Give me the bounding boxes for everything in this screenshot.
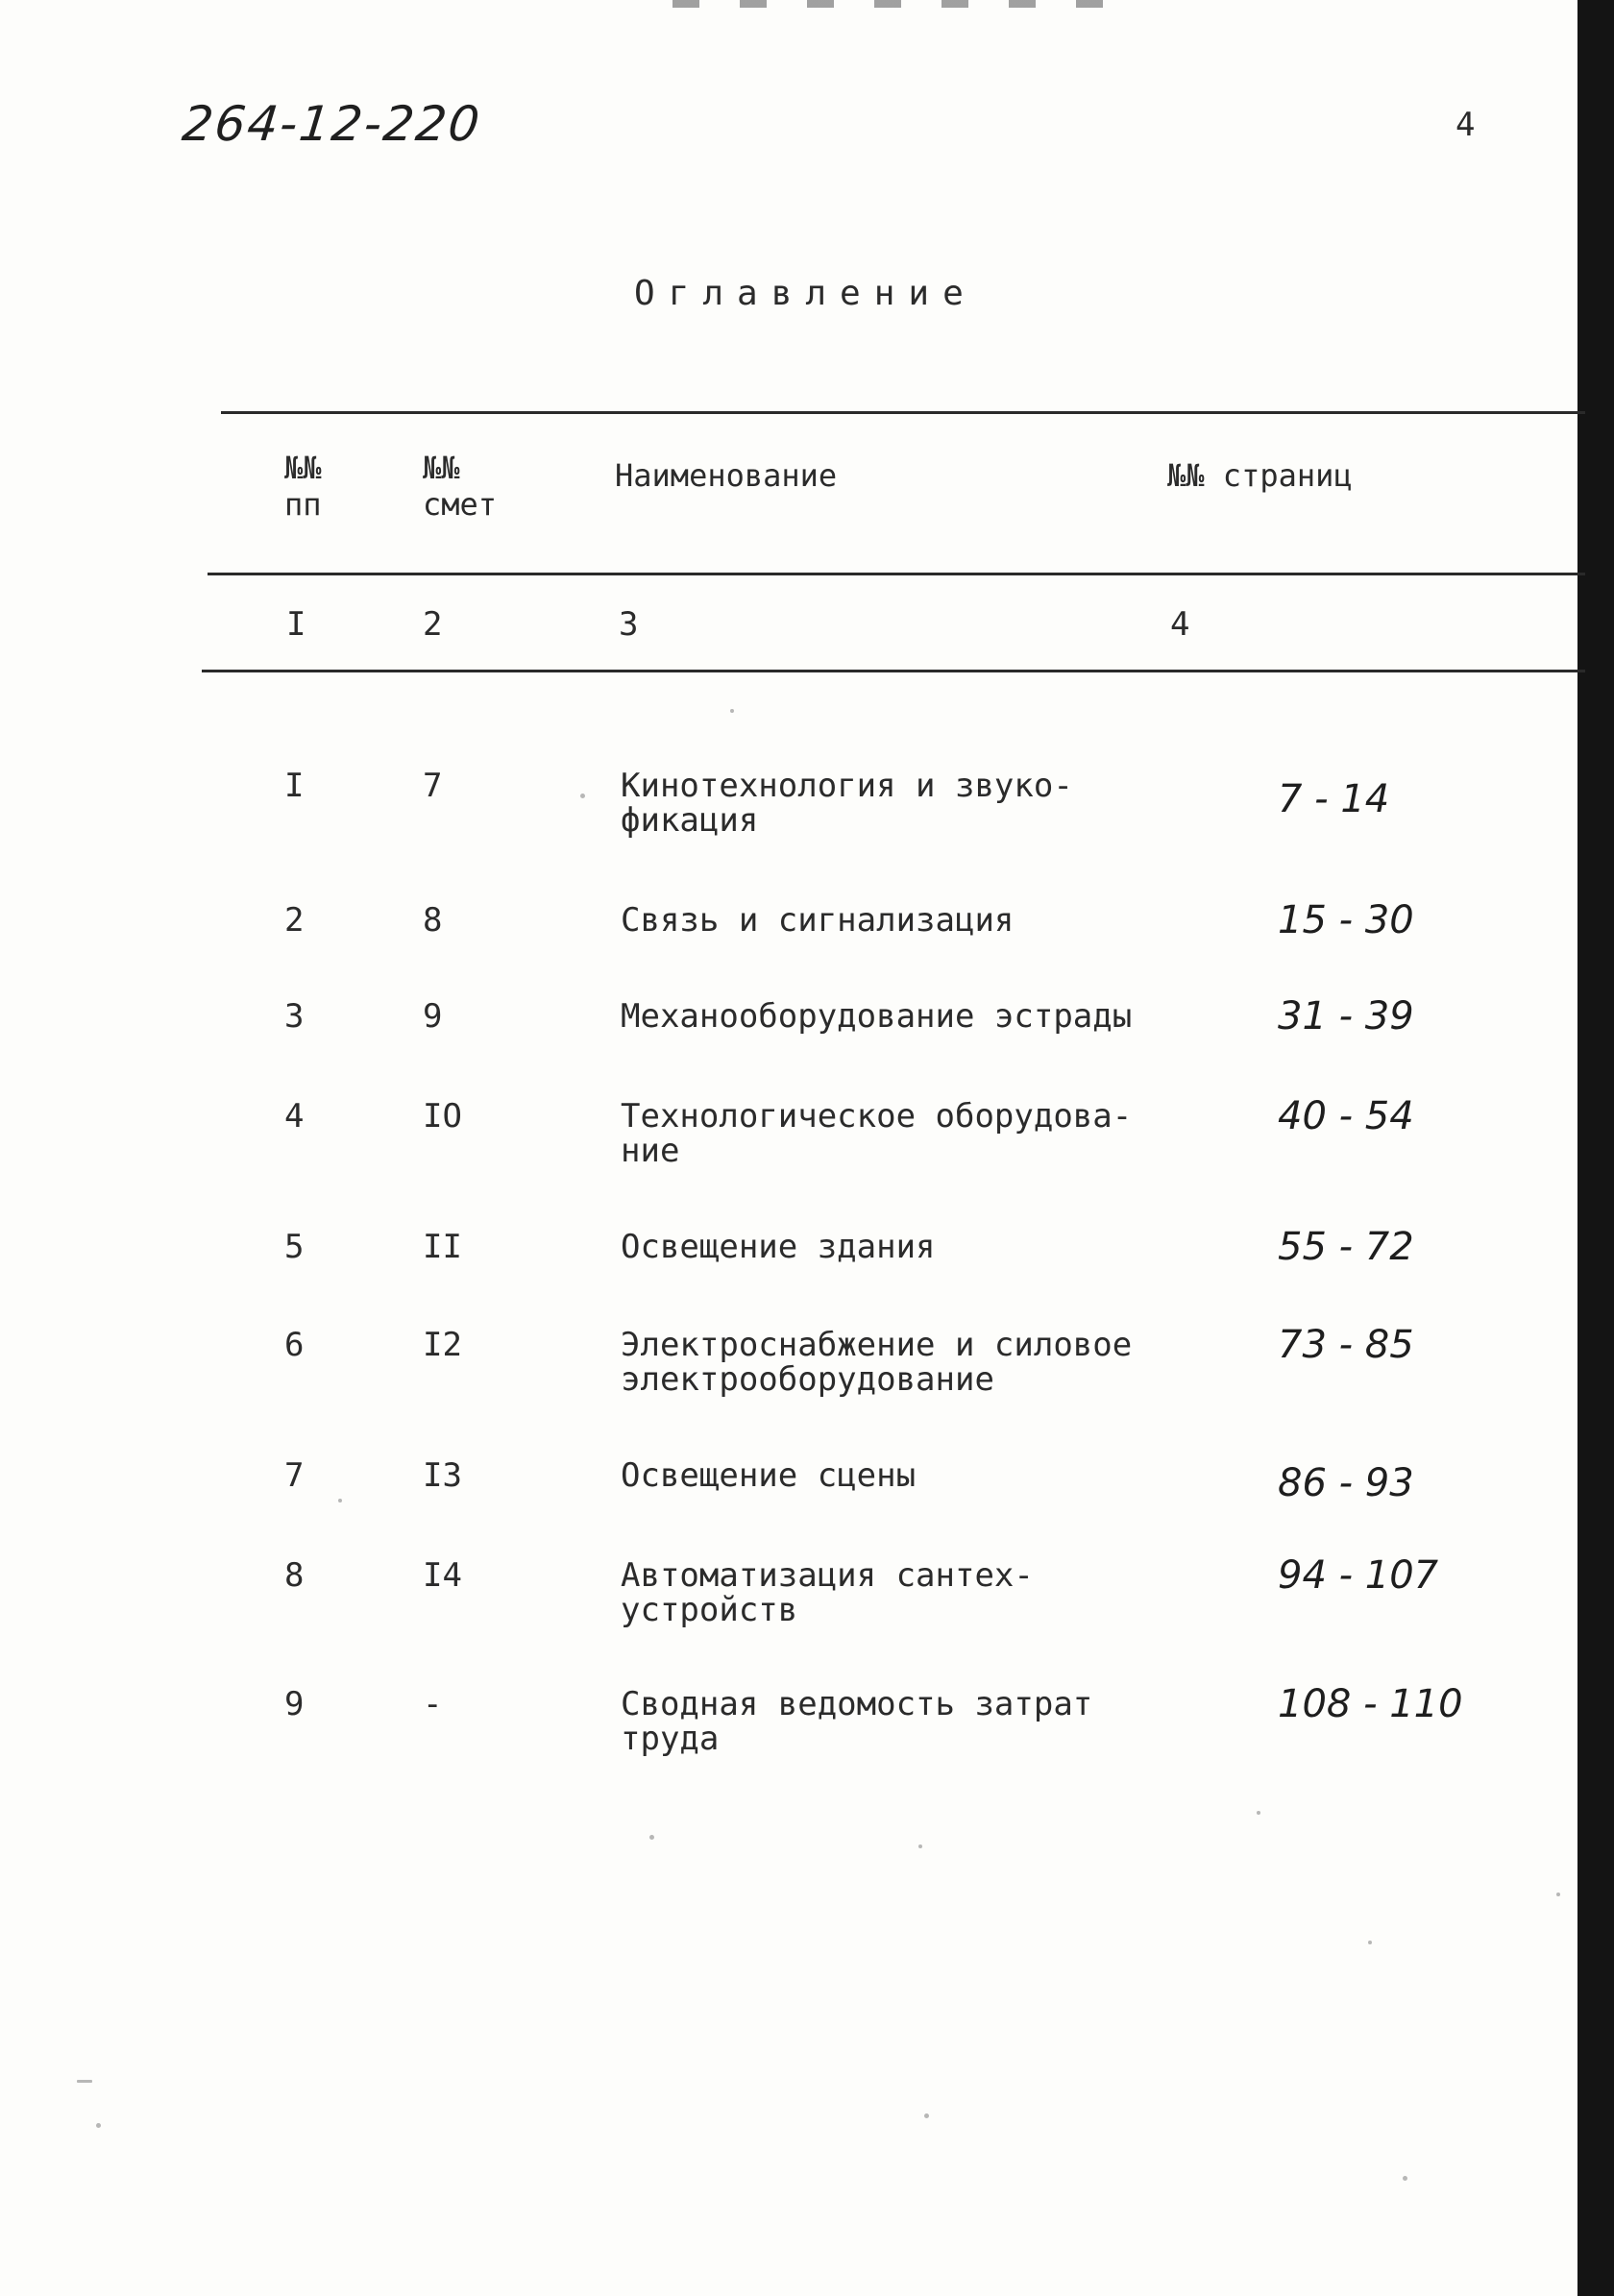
row-title-line: Технологическое оборудова- (621, 1097, 1133, 1136)
table-row (0, 1323, 1576, 1404)
row-estimate-number: 8 (423, 901, 443, 940)
header-name: Наименование (615, 457, 838, 494)
row-title-line: Связь и сигнализация (621, 901, 1015, 940)
row-title (621, 1099, 1159, 1168)
row-page-range: 31 - 39 (1278, 994, 1414, 1038)
row-number: 6 (284, 1326, 305, 1364)
row-page-range: 73 - 85 (1278, 1323, 1414, 1367)
row-number: 9 (284, 1685, 305, 1723)
row-number: 3 (284, 997, 305, 1036)
row-title-line: фикация (621, 801, 759, 840)
table-row (0, 1458, 1576, 1535)
table-row (0, 769, 1576, 845)
column-number-3: 3 (619, 605, 639, 644)
header-smet-line1: №№ (423, 450, 460, 486)
table-row (0, 1553, 1576, 1635)
header-pp-line2: пп (284, 486, 322, 523)
row-title-line: Освещение сцены (621, 1456, 917, 1495)
header-pages: №№ страниц (1167, 457, 1353, 494)
document-code: 264-12-220 (179, 96, 484, 152)
row-page-range: 7 - 14 (1278, 777, 1390, 821)
scan-top-marks (672, 0, 1114, 8)
row-number: I (284, 767, 305, 805)
row-estimate-number: 7 (423, 767, 443, 805)
row-number: 7 (284, 1456, 305, 1495)
column-number-1: I (286, 605, 306, 644)
row-title-line: труда (621, 1720, 720, 1758)
row-page-range: 15 - 30 (1278, 898, 1414, 942)
table-header-rule (208, 573, 1585, 575)
row-title (621, 1328, 1159, 1397)
row-number: 5 (284, 1228, 305, 1266)
row-title-line: устройств (621, 1591, 798, 1629)
row-title (621, 1230, 1159, 1264)
header-smet (423, 450, 497, 523)
row-title (621, 1458, 1159, 1493)
header-smet-line2: смет (423, 486, 498, 523)
page-number: 4 (1455, 106, 1476, 144)
scan-right-edge (1577, 0, 1614, 2296)
row-number: 4 (284, 1097, 305, 1136)
toc-title: Оглавление (634, 274, 977, 313)
table-row (0, 1225, 1576, 1307)
row-estimate-number: I3 (423, 1456, 462, 1495)
row-title-line: Освещение здания (621, 1228, 936, 1266)
row-title-line: Механооборудование эстрады (621, 997, 1133, 1036)
row-estimate-number: - (423, 1685, 443, 1723)
row-title-line: Автоматизация сантех- (621, 1556, 1034, 1595)
row-title (621, 769, 1159, 838)
row-title (621, 1687, 1159, 1756)
row-title (621, 903, 1159, 938)
row-title-line: ние (621, 1132, 680, 1170)
row-title-line: электрооборудование (621, 1360, 994, 1399)
row-estimate-number: II (423, 1228, 462, 1266)
row-page-range: 40 - 54 (1278, 1094, 1414, 1138)
row-number: 2 (284, 901, 305, 940)
row-title-line: Кинотехнология и звуко- (621, 767, 1073, 805)
column-number-4: 4 (1170, 605, 1190, 644)
column-number-2: 2 (423, 605, 443, 644)
table-row (0, 1094, 1576, 1176)
row-estimate-number: IO (423, 1097, 462, 1136)
row-estimate-number: I2 (423, 1326, 462, 1364)
row-number: 8 (284, 1556, 305, 1595)
row-page-range: 55 - 72 (1278, 1225, 1414, 1269)
row-title-line: Электроснабжение и силовое (621, 1326, 1133, 1364)
header-pp (284, 450, 322, 523)
table-row (0, 898, 1576, 980)
row-title (621, 1558, 1159, 1627)
table-top-rule (221, 411, 1585, 414)
table-colnum-rule (202, 670, 1585, 672)
row-page-range: 86 - 93 (1278, 1461, 1414, 1505)
header-pp-line1: №№ (284, 450, 322, 486)
row-title-line: Сводная ведомость затрат (621, 1685, 1093, 1723)
row-title (621, 999, 1159, 1034)
table-row (0, 994, 1576, 1076)
row-page-range: 108 - 110 (1278, 1682, 1463, 1726)
row-estimate-number: 9 (423, 997, 443, 1036)
row-estimate-number: I4 (423, 1556, 462, 1595)
table-row (0, 1682, 1576, 1764)
row-page-range: 94 - 107 (1278, 1553, 1439, 1598)
